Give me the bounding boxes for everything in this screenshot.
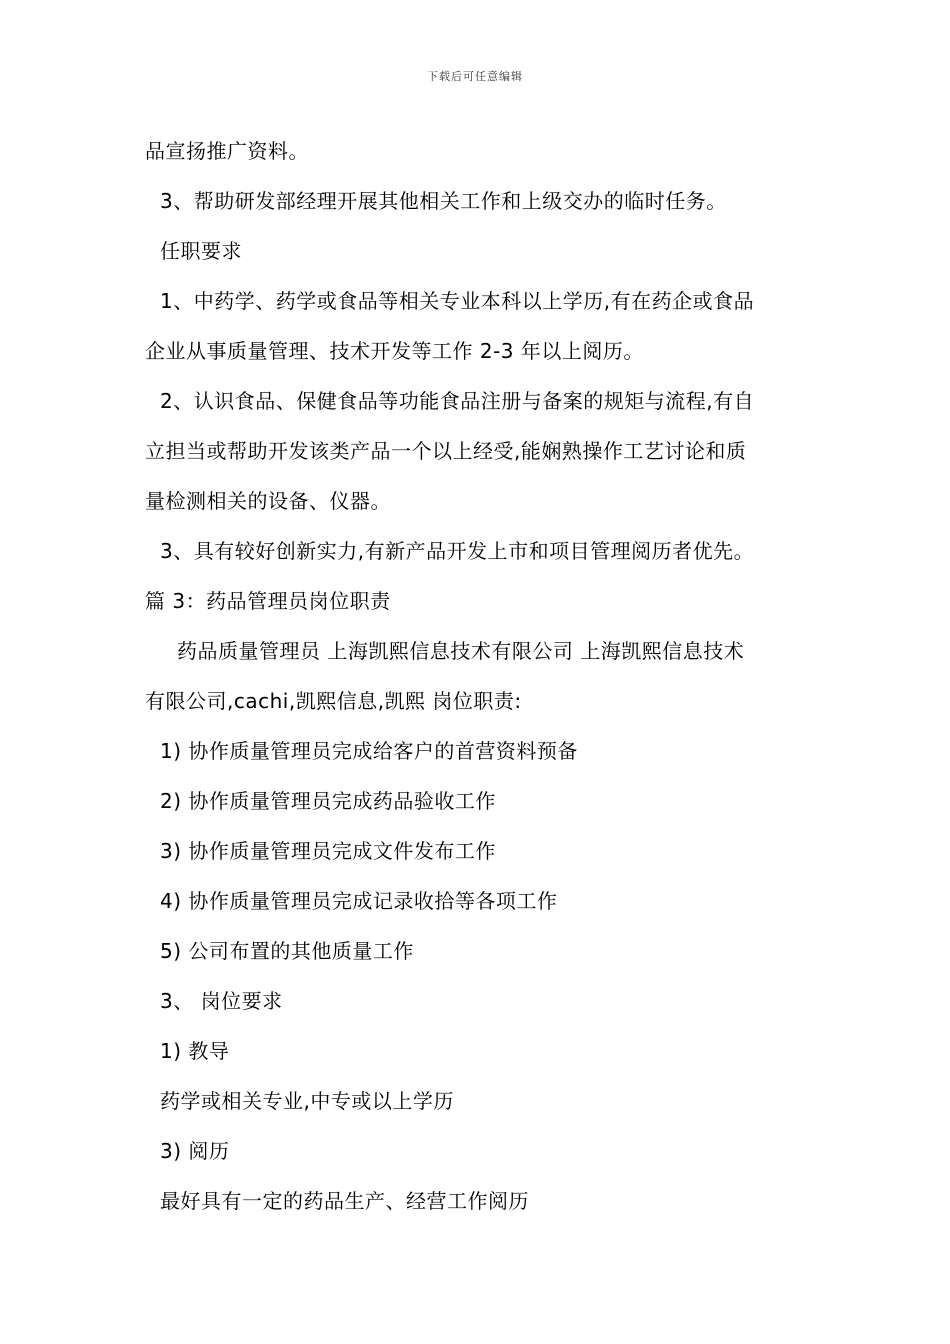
paragraph-line: 药学或相关专业,中专或以上学历 xyxy=(160,1089,454,1113)
list-item: 5) 公司布置的其他质量工作 xyxy=(160,939,414,963)
paragraph-line: 药品质量管理员 上海凯熙信息技术有限公司 上海凯熙信息技术 xyxy=(177,639,745,663)
paragraph-line: 品宣扬推广资料。 xyxy=(145,139,309,163)
list-item: 2) 协作质量管理员完成药品验收工作 xyxy=(160,789,496,813)
paragraph-line: 企业从事质量管理、技术开发等工作 2-3 年以上阅历。 xyxy=(145,339,644,363)
chapter-heading: 篇 3：药品管理员岗位职责 xyxy=(145,589,391,613)
paragraph-line: 量检测相关的设备、仪器。 xyxy=(145,489,391,513)
list-item: 1) 协作质量管理员完成给客户的首营资料预备 xyxy=(160,739,578,763)
paragraph-line: 立担当或帮助开发该类产品一个以上经受,能娴熟操作工艺讨论和质 xyxy=(145,439,747,463)
list-item: 3) 阅历 xyxy=(160,1139,230,1163)
paragraph-line: 3、帮助研发部经理开展其他相关工作和上级交办的临时任务。 xyxy=(160,189,727,213)
paragraph-line: 3、具有较好创新实力,有新产品开发上市和项目管理阅历者优先。 xyxy=(160,539,755,563)
list-item: 1) 教导 xyxy=(160,1039,230,1063)
list-item: 4) 协作质量管理员完成记录收拾等各项工作 xyxy=(160,889,558,913)
page-header-note: 下载后可任意编辑 xyxy=(427,70,523,83)
list-item: 3) 协作质量管理员完成文件发布工作 xyxy=(160,839,496,863)
paragraph-line: 有限公司,cachi,凯熙信息,凯熙 岗位职责: xyxy=(145,689,522,713)
section-heading: 任职要求 xyxy=(160,239,242,263)
document-body xyxy=(145,126,810,1226)
section-heading: 3、 岗位要求 xyxy=(160,989,283,1013)
paragraph-line: 2、认识食品、保健食品等功能食品注册与备案的规矩与流程,有自 xyxy=(160,389,755,413)
paragraph-line: 最好具有一定的药品生产、经营工作阅历 xyxy=(160,1189,529,1213)
paragraph-line: 1、中药学、药学或食品等相关专业本科以上学历,有在药企或食品 xyxy=(160,289,755,313)
